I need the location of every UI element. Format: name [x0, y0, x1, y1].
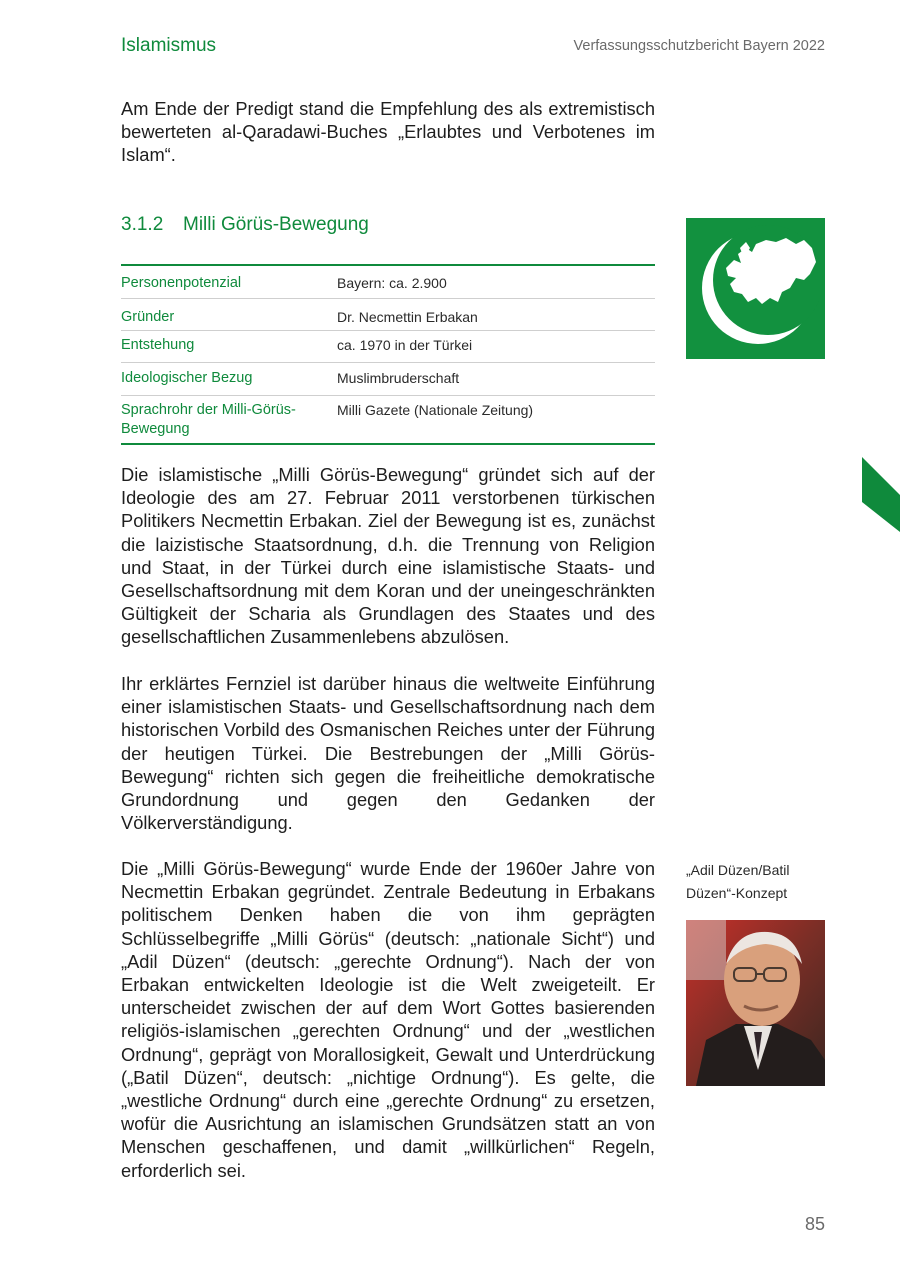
fact-row	[121, 363, 655, 396]
fact-value: Milli Gazete (Nationale Zeitung)	[337, 402, 534, 418]
running-header-section: Islamismus	[121, 35, 217, 56]
fact-value: Muslimbruderschaft	[337, 370, 460, 386]
chapter-tab-marker	[862, 457, 900, 532]
fact-table	[121, 264, 655, 445]
page-number: 85	[804, 1214, 825, 1234]
fact-row	[121, 266, 655, 299]
fact-label: Sprachrohr der Milli-Görüs-Bewegung	[121, 402, 296, 437]
fact-label: Ideologischer Bezug	[121, 370, 253, 386]
milli-goerues-logo	[686, 218, 825, 359]
fact-value: Bayern: ca. 2.900	[337, 275, 447, 291]
paragraph-fernziel: Ihr erklärtes Fernziel ist darüber hinaus die weltweite Einführung einer islamistischen Staats- und Gesellschaftsordnung nach dem historischen Vorbild des Osmanischen Reiches unter der Führung der heutigen Türkei. Die Bestrebungen der „Milli Görüs-Bewegung“ richten sich gegen die freiheitliche demokratische Grundordnung und gegen den Gedanken der Völkerverständigung.	[121, 673, 655, 834]
fact-row	[121, 331, 655, 363]
fact-value: Dr. Necmettin Erbakan	[337, 309, 478, 325]
fact-label: Personenpotenzial	[121, 275, 242, 291]
margin-caption: „Adil Düzen/Batil Düzen“-Konzept	[686, 862, 790, 901]
fact-label: Entstehung	[121, 337, 195, 353]
section-number: 3.1.2	[121, 214, 164, 235]
running-header-report: Verfassungsschutzbericht Bayern 2022	[573, 38, 825, 54]
fact-value: ca. 1970 in der Türkei	[337, 337, 473, 353]
section-title: Milli Görüs-Bewegung	[183, 214, 369, 235]
paragraph-ideology: Die islamistische „Milli Görüs-Bewegung“ gründet sich auf der Ideologie des am 27. Februar 2011 verstorbenen türkischen Politikers Necmettin Erbakan. Ziel der Bewegung ist es, zunächst die laizistische Staatsordnung, d.h. die Trennung von Religion und Staat, in der Türkei durch eine islamistische Staats- und Gesellschaftsordnung mit dem Koran und der uneingeschränkten Gültigkeit der Scharia als Grundlagen des Staates und des gesellschaftlichen Zusammenlebens abzulösen.	[121, 464, 655, 648]
paragraph-history: Die „Milli Görüs-Bewegung“ wurde Ende der 1960er Jahre von Necmettin Erbakan gegründet. Zentrale Bedeutung in Erbakans politischem Denken haben die von ihm geprägten Schlüsselbegriffe „Milli Görüs“ (deutsch: „nationale Sicht“) und „Adil Düzen“ (deutsch: „gerechte Ordnung“). Nach der von Erbakan entwickelten Ideologie ist die Welt zweigeteilt. Er unterscheidet zwischen der auf dem Wort Gottes basierenden religiös-islamischen „gerechten Ordnung“ und der „westlichen Ordnung“, geprägt von Morallosigkeit, Gewalt und Unterdrückung („Batil Düzen“, deutsch: „nichtige Ordnung“). Es gelte, die „westliche Ordnung“ durch eine „gerechte Ordnung“ zu ersetzen, wofür die Ausrichtung an islamischen Grundsätzen statt an von Menschen geschaffenen, und damit „willkürlichen“ Regeln, erforderlich sei.	[121, 858, 655, 1181]
fact-label: Gründer	[121, 309, 175, 325]
portrait-photo	[686, 920, 825, 1086]
fact-row	[121, 299, 655, 331]
fact-row	[121, 396, 655, 443]
section-heading	[121, 214, 369, 236]
intro-paragraph: Am Ende der Predigt stand die Empfehlung des als extremistisch bewerteten al-Qaradawi-Buches „Erlaubtes und Verbotenes im Islam“.	[121, 98, 655, 166]
